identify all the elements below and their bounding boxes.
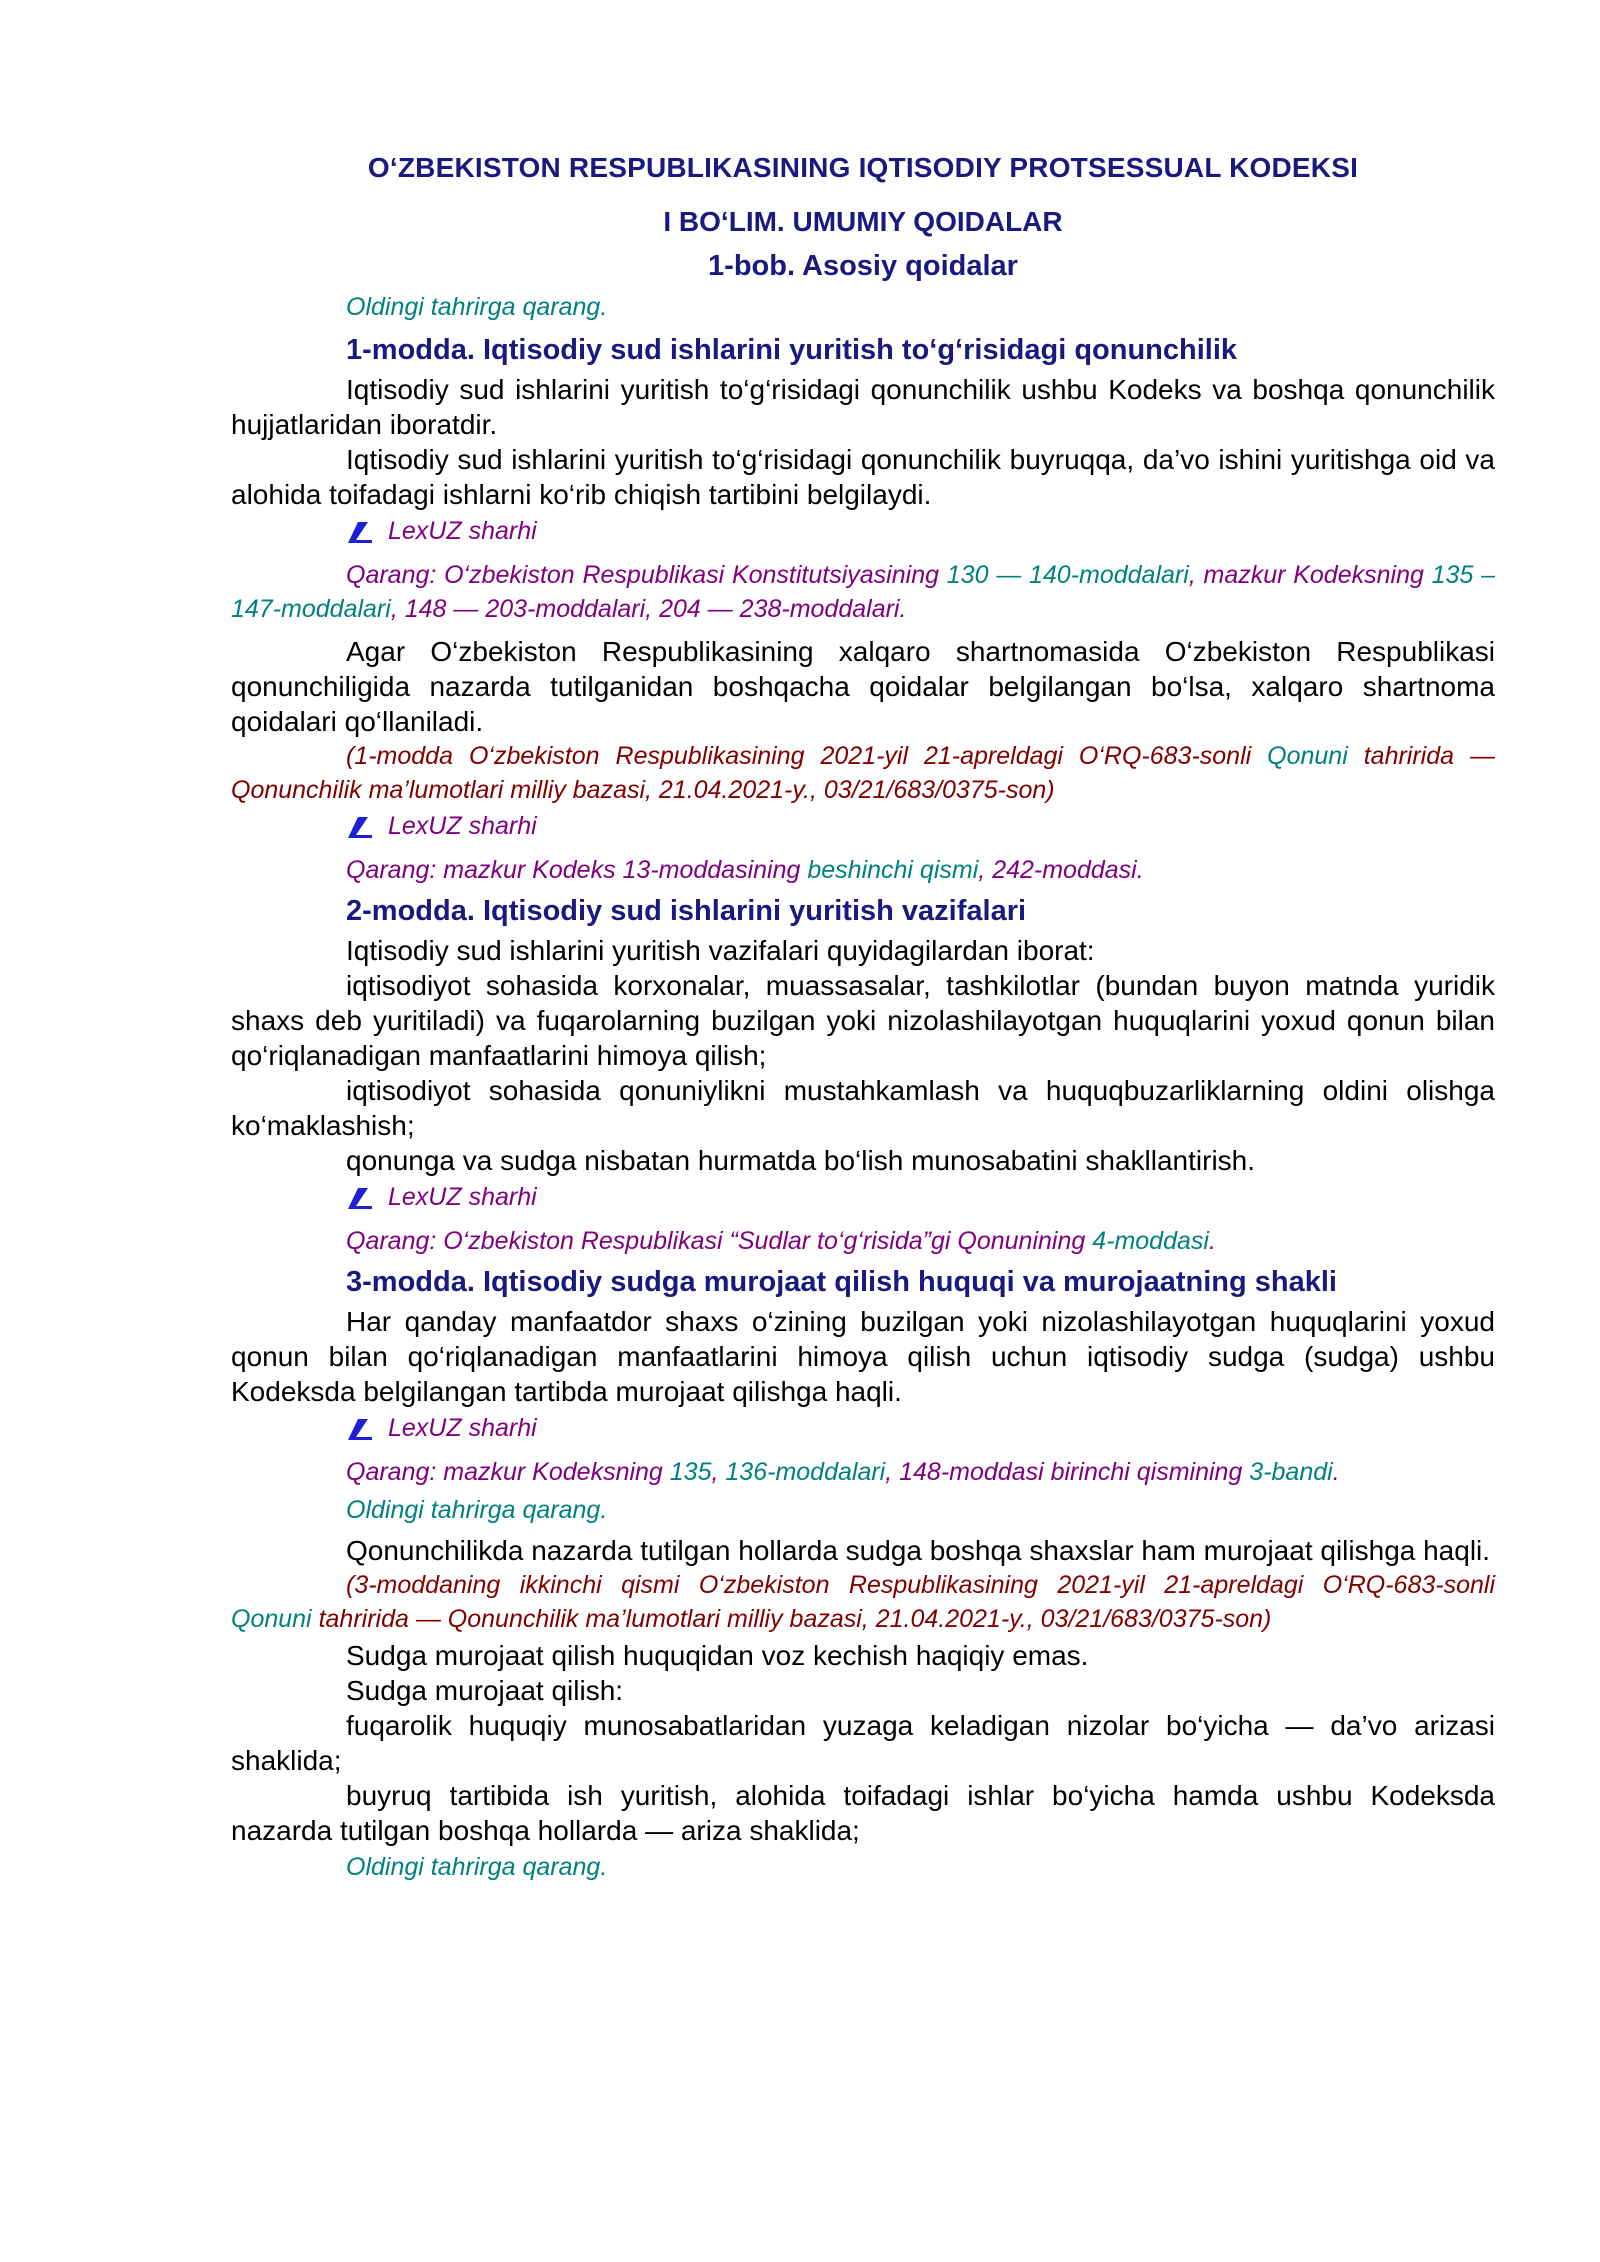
article-3-paragraph-4: Sudga murojaat qilish: bbox=[346, 1675, 624, 1706]
ref-link[interactable]: 136-moddalari bbox=[725, 1458, 886, 1486]
article-1-reference-2 bbox=[231, 853, 1495, 887]
lexuz-comment-link[interactable] bbox=[231, 809, 1495, 843]
article-2-title: 2-modda. Iqtisodiy sud ishlarini yuritish vazifalari bbox=[346, 895, 1027, 927]
article-1-amendment bbox=[231, 739, 1495, 807]
article-3-paragraph-1: Har qanday manfaatdor shaxs o‘zining buzilgan yoki nizolashilayotgan huquqlarini yoxud qonun bilan qo‘riqlanadigan manfaatlarini himoya qilish uchun iqtisodiy sudga (sudga) ushbu Kodeksda belgilangan tartibda murojaat qilishga haqli. bbox=[231, 1306, 1495, 1407]
lexuz-comment-icon bbox=[346, 814, 378, 838]
previous-edition-link[interactable]: Oldingi tahrirga qarang. bbox=[346, 1853, 608, 1881]
amend-text: tahririda — Qonunchilik ma’lumotlari milliy bazasi, 21.04.2021-y., 03/21/683/0375-son) bbox=[231, 742, 1495, 804]
article-3-paragraph-3: Sudga murojaat qilish huquqidan voz kechish haqiqiy emas. bbox=[346, 1640, 1089, 1671]
article-2-paragraph-2: iqtisodiyot sohasida korxonalar, muassasalar, tashkilotlar (bundan buyon matnda yuridik shaxs deb yuritiladi) va fuqarolarning buzilgan yoki nizolashilayotgan huquqlarini yoxud qonun bilan qo‘riqlanadigan manfaatlarini himoya qilish; bbox=[231, 970, 1495, 1071]
lexuz-comment-icon bbox=[346, 519, 378, 543]
ref-text: Qarang: O‘zbekiston Respublikasi “Sudlar to‘g‘risida”gi Qonunining bbox=[346, 1227, 1093, 1255]
ref-text: . bbox=[1136, 856, 1144, 884]
ref-text: Qarang: mazkur Kodeksning bbox=[346, 1458, 670, 1486]
ref-text: . bbox=[899, 595, 907, 623]
chapter-title: 1-bob. Asosiy qoidalar bbox=[708, 250, 1018, 282]
article-3-paragraph-6: buyruq tartibida ish yuritish, alohida toifadagi ishlar bo‘yicha hamda ushbu Kodeksda nazarda tutilgan boshqa hollarda — ariza shaklida; bbox=[231, 1780, 1495, 1846]
ref-text: , bbox=[390, 595, 405, 623]
ref-link[interactable]: 3-bandi bbox=[1249, 1458, 1333, 1486]
document-page bbox=[231, 150, 1495, 1890]
lexuz-comment-link[interactable] bbox=[231, 1180, 1495, 1214]
ref-link[interactable]: 204 — 238-moddalari bbox=[659, 595, 900, 623]
article-1-title: 1-modda. Iqtisodiy sud ishlarini yuritish to‘g‘risidagi qonunchilik bbox=[346, 334, 1238, 366]
amend-text: (3-moddaning ikkinchi qismi O‘zbekiston Respublikasining 2021-yil 21-apreldagi O‘RQ-683-sonli bbox=[346, 1571, 1495, 1599]
ref-link[interactable]: 4-moddasi bbox=[1092, 1227, 1209, 1255]
ref-text: Qarang: O‘zbekiston Respublikasi Konstitutsiyasining bbox=[346, 561, 947, 589]
article-2-paragraph-3: iqtisodiyot sohasida qonuniylikni mustahkamlash va huquqbuzarliklarning oldini olishga ko‘maklashish; bbox=[231, 1075, 1495, 1141]
previous-edition-link[interactable]: Oldingi tahrirga qarang. bbox=[346, 1496, 608, 1524]
lexuz-comment-label: LexUZ sharhi bbox=[388, 1414, 537, 1442]
lexuz-comment-link[interactable] bbox=[231, 1411, 1495, 1445]
ref-text: , bbox=[645, 595, 660, 623]
ref-link[interactable]: 242-moddasi bbox=[992, 856, 1137, 884]
law-link[interactable]: Qonuni bbox=[1267, 742, 1348, 770]
article-1-paragraph-1: Iqtisodiy sud ishlarini yuritish to‘g‘risidagi qonunchilik ushbu Kodeks va boshqa qonunchilik hujjatlaridan iboratdir. bbox=[231, 374, 1495, 440]
ref-link[interactable]: 130 — 140-moddalari bbox=[946, 561, 1189, 589]
article-3-paragraph-2: Qonunchilikda nazarda tutilgan hollarda sudga boshqa shaxslar ham murojaat qilishga haqli. bbox=[346, 1535, 1491, 1566]
previous-edition-link[interactable]: Oldingi tahrirga qarang. bbox=[346, 293, 608, 321]
ref-text: , 148-moddasi birinchi qismining bbox=[885, 1458, 1250, 1486]
article-2-reference bbox=[231, 1224, 1495, 1258]
amend-text: tahririda — Qonunchilik ma’lumotlari milliy bazasi, 21.04.2021-y., 03/21/683/0375-son) bbox=[311, 1605, 1272, 1633]
code-title: O‘ZBEKISTON RESPUBLIKASINING IQTISODIY PROTSESSUAL KODEKSI bbox=[367, 152, 1359, 183]
lexuz-comment-label: LexUZ sharhi bbox=[388, 812, 537, 840]
ref-text: , mazkur Kodeksning bbox=[1188, 561, 1432, 589]
amend-text: (1-modda O‘zbekiston Respublikasining 2021-yil 21-apreldagi O‘RQ-683-sonli bbox=[346, 742, 1268, 770]
article-3-reference bbox=[231, 1455, 1495, 1489]
article-1-reference-1 bbox=[231, 558, 1495, 626]
ref-text: , bbox=[711, 1458, 726, 1486]
law-link[interactable]: Qonuni bbox=[231, 1605, 312, 1633]
article-2-paragraph-4: qonunga va sudga nisbatan hurmatda bo‘lish munosabatini shakllantirish. bbox=[346, 1145, 1256, 1176]
lexuz-comment-icon bbox=[346, 1416, 378, 1440]
article-1-paragraph-3: Agar O‘zbekiston Respublikasining xalqaro shartnomasida O‘zbekiston Respublikasi qonunchiligida nazarda tutilganidan boshqacha qoidalar belgilangan bo‘lsa, xalqaro shartnoma qoidalari qo‘llaniladi. bbox=[231, 636, 1495, 737]
lexuz-comment-label: LexUZ sharhi bbox=[388, 517, 537, 545]
ref-link[interactable]: 148 — 203-moddalari bbox=[404, 595, 646, 623]
article-1-paragraph-2: Iqtisodiy sud ishlarini yuritish to‘g‘risidagi qonunchilik buyruqqa, da’vo ishini yuritishga oid va alohida toifadagi ishlarni ko‘rib chiqish tartibini belgilaydi. bbox=[231, 444, 1495, 510]
section-title: I BO‘LIM. UMUMIY QOIDALAR bbox=[663, 206, 1063, 237]
article-3-amendment bbox=[231, 1568, 1495, 1636]
lexuz-comment-icon bbox=[346, 1185, 378, 1209]
ref-link[interactable]: beshinchi qismi bbox=[807, 856, 979, 884]
article-2-paragraph-1: Iqtisodiy sud ishlarini yuritish vazifalari quyidagilardan iborat: bbox=[346, 935, 1095, 966]
ref-text: Qarang: mazkur Kodeks 13-moddasining bbox=[346, 856, 808, 884]
ref-text: . bbox=[1208, 1227, 1216, 1255]
lexuz-comment-link[interactable] bbox=[231, 514, 1495, 548]
article-3-paragraph-5: fuqarolik huquqiy munosabatlaridan yuzaga keladigan nizolar bo‘yicha — da’vo arizasi shaklida; bbox=[231, 1710, 1495, 1776]
ref-text: . bbox=[1332, 1458, 1340, 1486]
ref-text: , bbox=[978, 856, 993, 884]
article-3-title: 3-modda. Iqtisodiy sudga murojaat qilish huquqi va murojaatning shakli bbox=[346, 1266, 1337, 1298]
ref-link[interactable]: 135 – 147-moddalari bbox=[231, 561, 1496, 623]
lexuz-comment-label: LexUZ sharhi bbox=[388, 1183, 537, 1211]
ref-link[interactable]: 135 bbox=[669, 1458, 712, 1486]
